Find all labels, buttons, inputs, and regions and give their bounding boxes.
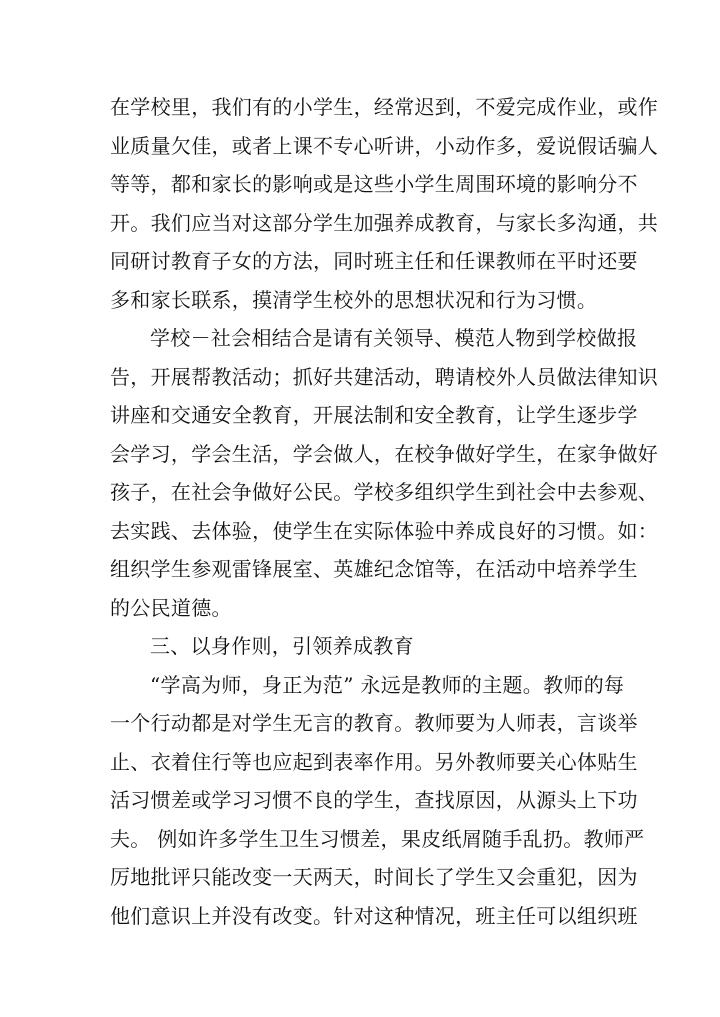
text-line: 讲座和交通安全教育，开展法制和安全教育，让学生逐步学 — [110, 403, 638, 427]
text-line: 厉地批评只能改变一天两天，时间长了学生又会重犯，因为 — [110, 865, 638, 889]
text-line: 的公民道德。 — [110, 595, 232, 620]
text-line: 活习惯差或学习习惯不良的学生，查找原因，从源头上下功 — [110, 788, 638, 812]
text-line: 业质量欠佳，或者上课不专心听讲，小动作多，爱说假话骗人 — [110, 133, 659, 158]
text-line: 多和家长联系，摸清学生校外的思想状况和行为习惯。 — [110, 287, 598, 312]
text-line: 告，开展帮教活动；抓好共建活动，聘请校外人员做法律知识 — [110, 364, 659, 389]
text-line: 在学校里，我们有的小学生，经常迟到，不爱完成作业，或作 — [110, 95, 659, 119]
text-line: 孩子，在社会争做好公民。学校多组织学生到社会中去参观、 — [110, 480, 659, 504]
paragraph-first-line: 三、以身作则，引领养成教育 — [150, 634, 414, 658]
text-line: 去实践、去体验，使学生在实际体验中养成良好的习惯。如： — [110, 518, 659, 543]
text-line: 他们意识上并没有改变。针对这种情况，班主任可以组织班 — [110, 903, 638, 928]
text-line: 夫。 例如许多学生卫生习惯差，果皮纸屑随手乱扔。教师严 — [110, 826, 645, 851]
paragraph-first-line: 学校－社会相结合是请有关领导、模范人物到学校做报 — [150, 326, 638, 350]
text-line: 开。我们应当对这部分学生加强养成教育，与家长多沟通，共 — [110, 210, 659, 235]
document-body — [110, 88, 659, 935]
paragraph-first-line: “学高为师，身正为范” 永远是教师的主题。教师的每 — [150, 672, 625, 697]
text-line: 止、衣着住行等也应起到表率作用。另外教师要关心体贴生 — [110, 749, 638, 774]
text-line: 一个行动都是对学生无言的教育。教师要为人师表，言谈举 — [110, 711, 638, 735]
text-line: 组织学生参观雷锋展室、英雄纪念馆等，在活动中培养学生 — [110, 557, 638, 581]
text-line: 会学习，学会生活，学会做人，在校争做好学生，在家争做好 — [110, 441, 659, 466]
text-line: 同研讨教育子女的方法，同时班主任和任课教师在平时还要 — [110, 249, 638, 273]
text-line: 等等，都和家长的影响或是这些小学生周围环境的影响分不 — [110, 172, 638, 196]
